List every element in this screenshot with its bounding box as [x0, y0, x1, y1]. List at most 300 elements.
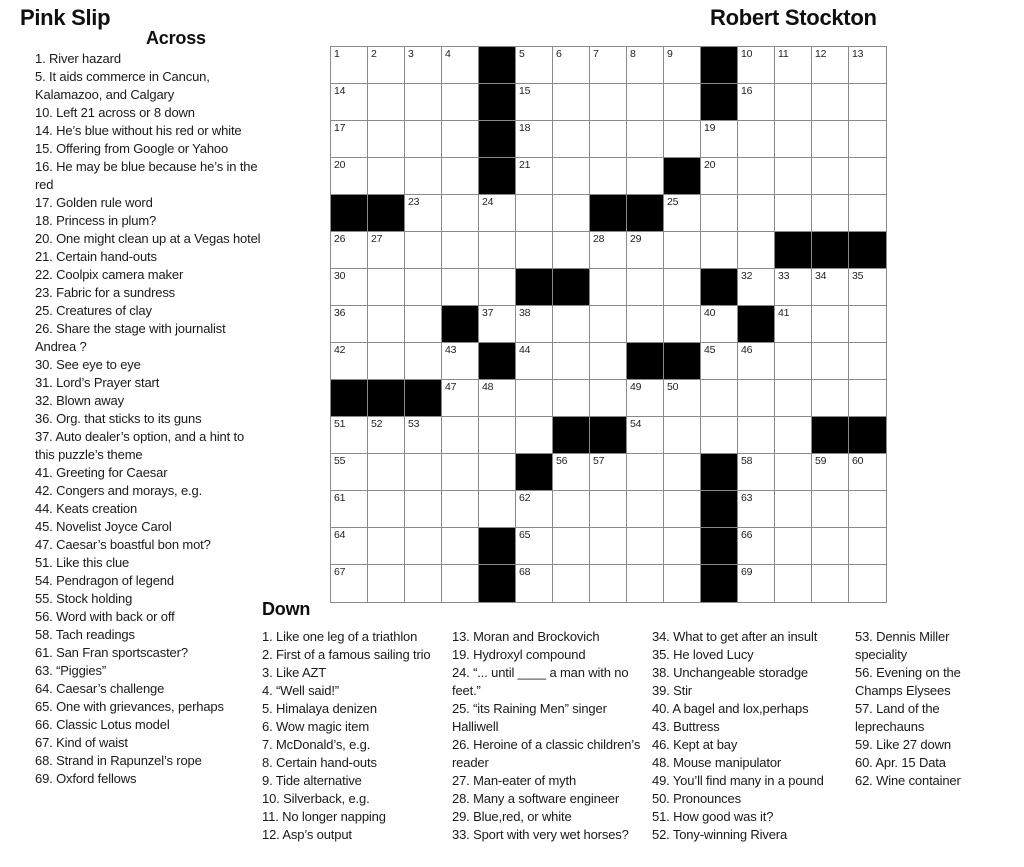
clue-item: 19. Hydroxyl compound [452, 647, 586, 662]
clue-item: 69. Oxford fellows [35, 771, 137, 786]
cell-number: 38 [519, 307, 531, 319]
grid-cell[interactable] [849, 47, 886, 84]
clue-item: 45. Novelist Joyce Carol [35, 519, 172, 534]
grid-cell[interactable] [627, 269, 664, 306]
clue-item: 29. Blue,red, or white [452, 809, 572, 824]
grid-cell[interactable] [775, 306, 812, 343]
clue-item: 60. Apr. 15 Data [855, 755, 946, 770]
grid-cell[interactable] [812, 269, 849, 306]
grid-cell[interactable] [368, 121, 405, 158]
grid-cell[interactable] [553, 343, 590, 380]
grid-cell[interactable] [553, 232, 590, 269]
grid-cell[interactable] [701, 232, 738, 269]
cell-number: 9 [667, 48, 673, 60]
cell-number: 68 [519, 566, 531, 578]
cell-number: 43 [445, 344, 457, 356]
grid-cell[interactable] [664, 491, 701, 528]
grid-cell[interactable] [553, 491, 590, 528]
grid-cell[interactable] [738, 565, 775, 602]
grid-cell[interactable] [775, 195, 812, 232]
grid-cell[interactable] [331, 528, 368, 565]
grid-cell[interactable] [516, 84, 553, 121]
grid-cell[interactable] [812, 380, 849, 417]
grid-cell[interactable] [442, 343, 479, 380]
grid-cell-black [368, 380, 405, 417]
grid-cell[interactable] [442, 565, 479, 602]
cell-number: 54 [630, 418, 642, 430]
cell-number: 41 [778, 307, 790, 319]
grid-cell[interactable] [479, 269, 516, 306]
clue-item: 38. Unchangeable storadge [652, 665, 808, 680]
grid-cell[interactable] [738, 343, 775, 380]
grid-cell[interactable] [590, 84, 627, 121]
clue-item: 52. Tony-winning Rivera [652, 827, 788, 842]
grid-cell[interactable] [331, 269, 368, 306]
grid-cell[interactable] [368, 47, 405, 84]
cell-number: 23 [408, 196, 420, 208]
grid-cell[interactable] [516, 195, 553, 232]
grid-cell-black [405, 380, 442, 417]
grid-cell[interactable] [664, 47, 701, 84]
cell-number: 56 [556, 455, 568, 467]
grid-cell[interactable] [368, 528, 405, 565]
grid-cell[interactable] [331, 84, 368, 121]
grid-cell[interactable] [479, 491, 516, 528]
cell-number: 5 [519, 48, 525, 60]
cell-number: 20 [334, 159, 346, 171]
grid-cell[interactable] [664, 454, 701, 491]
grid-cell[interactable] [738, 84, 775, 121]
grid-cell-black [553, 269, 590, 306]
grid-cell[interactable] [849, 158, 886, 195]
grid-cell[interactable] [849, 565, 886, 602]
cell-number: 1 [334, 48, 340, 60]
clue-item: 4. “Well said!” [262, 683, 339, 698]
clue-item: 13. Moran and Brockovich [452, 629, 600, 644]
grid-cell[interactable] [516, 158, 553, 195]
grid-cell[interactable] [553, 380, 590, 417]
grid-cell[interactable] [479, 417, 516, 454]
clue-item: 61. San Fran sportscaster? [35, 645, 188, 660]
grid-cell-black [701, 454, 738, 491]
grid-cell[interactable] [701, 380, 738, 417]
grid-cell[interactable] [405, 269, 442, 306]
cell-number: 16 [741, 85, 753, 97]
grid-cell[interactable] [738, 528, 775, 565]
grid-cell-black [553, 417, 590, 454]
cell-number: 52 [371, 418, 383, 430]
grid-cell[interactable] [812, 565, 849, 602]
grid-cell-black [590, 417, 627, 454]
grid-cell[interactable] [442, 158, 479, 195]
grid-cell[interactable] [368, 417, 405, 454]
clue-item: 41. Greeting for Caesar [35, 465, 168, 480]
grid-cell[interactable] [701, 417, 738, 454]
grid-cell[interactable] [516, 491, 553, 528]
grid-cell[interactable] [405, 232, 442, 269]
grid-cell[interactable] [701, 121, 738, 158]
grid-cell[interactable] [368, 84, 405, 121]
cell-number: 61 [334, 492, 346, 504]
cell-number: 18 [519, 122, 531, 134]
grid-cell[interactable] [405, 343, 442, 380]
grid-cell[interactable] [553, 84, 590, 121]
grid-cell[interactable] [738, 158, 775, 195]
clue-item: 47. Caesar’s boastful bon mot? [35, 537, 211, 552]
grid-cell[interactable] [442, 269, 479, 306]
grid-cell[interactable] [368, 232, 405, 269]
clue-item: 1. River hazard [35, 51, 121, 66]
grid-cell[interactable] [516, 47, 553, 84]
grid-cell[interactable] [331, 232, 368, 269]
grid-cell[interactable] [738, 454, 775, 491]
grid-cell[interactable] [553, 454, 590, 491]
grid-cell[interactable] [553, 565, 590, 602]
grid-cell[interactable] [664, 380, 701, 417]
grid-cell[interactable] [516, 232, 553, 269]
cell-number: 15 [519, 85, 531, 97]
clue-item: 3. Like AZT [262, 665, 327, 680]
grid-cell[interactable] [664, 565, 701, 602]
cell-number: 35 [852, 270, 864, 282]
grid-cell[interactable] [368, 306, 405, 343]
grid-cell[interactable] [405, 528, 442, 565]
grid-cell[interactable] [331, 565, 368, 602]
grid-cell-black [516, 454, 553, 491]
grid-cell[interactable] [331, 343, 368, 380]
grid-cell[interactable] [775, 417, 812, 454]
grid-cell[interactable] [516, 528, 553, 565]
grid-cell[interactable] [849, 269, 886, 306]
grid-cell[interactable] [368, 158, 405, 195]
clue-item: 59. Like 27 down [855, 737, 951, 752]
grid-cell[interactable] [405, 158, 442, 195]
clue-item: 34. What to get after an insult [652, 629, 818, 644]
grid-cell[interactable] [701, 343, 738, 380]
grid-cell[interactable] [368, 565, 405, 602]
cell-number: 33 [778, 270, 790, 282]
grid-cell-black [331, 195, 368, 232]
grid-cell[interactable] [627, 454, 664, 491]
grid-cell[interactable] [775, 343, 812, 380]
grid-cell[interactable] [738, 121, 775, 158]
clue-item: 9. Tide alternative [262, 773, 362, 788]
grid-cell[interactable] [738, 380, 775, 417]
grid-cell-black [479, 565, 516, 602]
grid-cell[interactable] [590, 47, 627, 84]
clue-item: 42. Congers and morays, e.g. [35, 483, 203, 498]
grid-cell[interactable] [812, 306, 849, 343]
cell-number: 59 [815, 455, 827, 467]
grid-cell[interactable] [553, 306, 590, 343]
grid-cell[interactable] [479, 380, 516, 417]
grid-cell[interactable] [516, 565, 553, 602]
clue-item: 51. Like this clue [35, 555, 130, 570]
grid-cell[interactable] [849, 121, 886, 158]
clue-item: 12. Asp’s output [262, 827, 352, 842]
grid-cell[interactable] [812, 528, 849, 565]
clue-item: 21. Certain hand-outs [35, 249, 157, 264]
grid-cell-black [479, 158, 516, 195]
grid-cell-black [479, 528, 516, 565]
grid-cell[interactable] [553, 195, 590, 232]
grid-cell[interactable] [442, 417, 479, 454]
grid-cell[interactable] [664, 269, 701, 306]
grid-cell[interactable] [627, 491, 664, 528]
clue-item: 26. Share the stage with journalist Andrea ? [35, 321, 226, 354]
grid-cell[interactable] [590, 158, 627, 195]
grid-cell[interactable] [516, 343, 553, 380]
grid-cell[interactable] [516, 417, 553, 454]
grid-cell[interactable] [664, 121, 701, 158]
grid-cell[interactable] [553, 158, 590, 195]
grid-cell[interactable] [442, 47, 479, 84]
grid-cell[interactable] [516, 380, 553, 417]
grid-cell[interactable] [849, 195, 886, 232]
cell-number: 3 [408, 48, 414, 60]
clue-item: 56. Evening on the Champs Elysees [855, 665, 961, 698]
grid-cell[interactable] [701, 306, 738, 343]
grid-cell[interactable] [738, 417, 775, 454]
grid-cell[interactable] [368, 269, 405, 306]
clue-item: 14. He’s blue without his red or white [35, 123, 242, 138]
grid-cell[interactable] [812, 491, 849, 528]
clue-item: 8. Certain hand-outs [262, 755, 377, 770]
grid-cell[interactable] [664, 528, 701, 565]
grid-cell-black [701, 565, 738, 602]
grid-cell[interactable] [405, 306, 442, 343]
grid-cell[interactable] [590, 380, 627, 417]
cell-number: 30 [334, 270, 346, 282]
grid-cell[interactable] [331, 306, 368, 343]
clue-item: 54. Pendragon of legend [35, 573, 174, 588]
grid-cell[interactable] [479, 195, 516, 232]
cell-number: 34 [815, 270, 827, 282]
grid-cell[interactable] [849, 306, 886, 343]
clue-item: 44. Keats creation [35, 501, 138, 516]
grid-cell[interactable] [627, 121, 664, 158]
grid-cell[interactable] [812, 121, 849, 158]
grid-cell[interactable] [368, 343, 405, 380]
clue-item: 31. Lord’s Prayer start [35, 375, 160, 390]
cell-number: 64 [334, 529, 346, 541]
grid-cell[interactable] [331, 47, 368, 84]
grid-cell[interactable] [849, 380, 886, 417]
grid-cell[interactable] [627, 528, 664, 565]
grid-cell[interactable] [775, 491, 812, 528]
grid-cell[interactable] [775, 380, 812, 417]
clue-item: 22. Coolpix camera maker [35, 267, 184, 282]
grid-cell[interactable] [849, 528, 886, 565]
across-clue-list [35, 50, 267, 788]
grid-cell-black [331, 380, 368, 417]
grid-cell[interactable] [812, 343, 849, 380]
grid-cell[interactable] [664, 306, 701, 343]
grid-cell[interactable] [738, 491, 775, 528]
clue-item: 10. Left 21 across or 8 down [35, 105, 195, 120]
grid-cell[interactable] [331, 158, 368, 195]
grid-cell[interactable] [516, 121, 553, 158]
grid-cell[interactable] [775, 269, 812, 306]
grid-cell[interactable] [442, 380, 479, 417]
grid-cell[interactable] [812, 195, 849, 232]
grid-cell[interactable] [627, 306, 664, 343]
grid-cell[interactable] [738, 232, 775, 269]
grid-cell[interactable] [590, 343, 627, 380]
cell-number: 32 [741, 270, 753, 282]
grid-cell[interactable] [442, 528, 479, 565]
grid-cell[interactable] [812, 84, 849, 121]
grid-cell[interactable] [442, 232, 479, 269]
clue-item: 17. Golden rule word [35, 195, 153, 210]
grid-cell[interactable] [331, 491, 368, 528]
grid-cell[interactable] [405, 565, 442, 602]
grid-cell[interactable] [627, 380, 664, 417]
grid-cell[interactable] [812, 47, 849, 84]
grid-cell[interactable] [849, 491, 886, 528]
grid-cell[interactable] [405, 417, 442, 454]
cell-number: 36 [334, 307, 346, 319]
clue-item: 53. Dennis Miller speciality [855, 629, 950, 662]
grid-cell[interactable] [479, 454, 516, 491]
grid-cell[interactable] [553, 47, 590, 84]
grid-cell-black [812, 417, 849, 454]
grid-cell[interactable] [405, 121, 442, 158]
grid-cell-black [368, 195, 405, 232]
grid-cell[interactable] [775, 121, 812, 158]
grid-cell[interactable] [590, 232, 627, 269]
clue-item: 35. He loved Lucy [652, 647, 754, 662]
grid-cell-black [701, 269, 738, 306]
grid-cell[interactable] [627, 84, 664, 121]
grid-cell[interactable] [849, 343, 886, 380]
clue-item: 48. Mouse manipulator [652, 755, 782, 770]
grid-cell-black [479, 121, 516, 158]
grid-cell[interactable] [775, 84, 812, 121]
grid-cell[interactable] [368, 491, 405, 528]
grid-cell[interactable] [405, 454, 442, 491]
grid-cell[interactable] [738, 47, 775, 84]
cell-number: 50 [667, 381, 679, 393]
grid-cell-black [775, 232, 812, 269]
cell-number: 13 [852, 48, 864, 60]
cell-number: 67 [334, 566, 346, 578]
grid-cell[interactable] [627, 565, 664, 602]
grid-cell[interactable] [627, 158, 664, 195]
grid-cell[interactable] [405, 84, 442, 121]
grid-cell-black [812, 232, 849, 269]
grid-cell[interactable] [738, 269, 775, 306]
grid-cell[interactable] [442, 491, 479, 528]
grid-cell-black [701, 84, 738, 121]
grid-cell[interactable] [405, 491, 442, 528]
grid-cell[interactable] [331, 454, 368, 491]
cell-number: 49 [630, 381, 642, 393]
grid-cell[interactable] [516, 306, 553, 343]
grid-cell[interactable] [849, 84, 886, 121]
clue-item: 43. Buttress [652, 719, 720, 734]
grid-cell[interactable] [664, 417, 701, 454]
grid-cell[interactable] [812, 158, 849, 195]
grid-cell[interactable] [664, 195, 701, 232]
grid-cell[interactable] [442, 195, 479, 232]
grid-cell[interactable] [368, 454, 405, 491]
grid-cell[interactable] [738, 195, 775, 232]
grid-cell[interactable] [627, 47, 664, 84]
grid-cell[interactable] [775, 528, 812, 565]
cell-number: 57 [593, 455, 605, 467]
grid-cell-black [738, 306, 775, 343]
grid-cell[interactable] [590, 491, 627, 528]
grid-cell[interactable] [553, 528, 590, 565]
grid-cell[interactable] [479, 306, 516, 343]
clue-item: 64. Caesar’s challenge [35, 681, 165, 696]
cell-number: 6 [556, 48, 562, 60]
cell-number: 47 [445, 381, 457, 393]
clue-item: 68. Strand in Rapunzel’s rope [35, 753, 202, 768]
clue-item: 39. Stir [652, 683, 692, 698]
grid-cell[interactable] [590, 269, 627, 306]
grid-cell[interactable] [590, 306, 627, 343]
down-clue-column-4 [855, 628, 995, 790]
cell-number: 29 [630, 233, 642, 245]
grid-cell[interactable] [627, 417, 664, 454]
grid-cell[interactable] [701, 158, 738, 195]
clue-item: 30. See eye to eye [35, 357, 141, 372]
grid-cell[interactable] [812, 454, 849, 491]
grid-cell[interactable] [775, 454, 812, 491]
grid-cell[interactable] [775, 47, 812, 84]
grid-cell[interactable] [405, 47, 442, 84]
clue-item: 55. Stock holding [35, 591, 133, 606]
grid-cell[interactable] [553, 121, 590, 158]
grid-cell[interactable] [701, 195, 738, 232]
grid-cell[interactable] [590, 565, 627, 602]
grid-cell[interactable] [479, 232, 516, 269]
grid-cell[interactable] [664, 232, 701, 269]
grid-cell[interactable] [331, 417, 368, 454]
clue-item: 20. One might clean up at a Vegas hotel [35, 231, 261, 246]
cell-number: 53 [408, 418, 420, 430]
grid-cell[interactable] [590, 454, 627, 491]
grid-cell[interactable] [590, 121, 627, 158]
clue-item: 63. “Piggies” [35, 663, 107, 678]
cell-number: 40 [704, 307, 716, 319]
grid-cell[interactable] [442, 121, 479, 158]
grid-cell[interactable] [775, 158, 812, 195]
grid-cell[interactable] [664, 84, 701, 121]
grid-cell[interactable] [442, 454, 479, 491]
clue-item: 33. Sport with very wet horses? [452, 827, 629, 842]
grid-cell[interactable] [775, 565, 812, 602]
grid-cell-black [664, 158, 701, 195]
cell-number: 7 [593, 48, 599, 60]
grid-cell[interactable] [627, 232, 664, 269]
grid-cell[interactable] [590, 528, 627, 565]
grid-cell[interactable] [849, 454, 886, 491]
grid-cell[interactable] [331, 121, 368, 158]
clue-item: 40. A bagel and lox,perhaps [652, 701, 809, 716]
cell-number: 27 [371, 233, 383, 245]
grid-cell-black [479, 343, 516, 380]
grid-cell[interactable] [405, 195, 442, 232]
cell-number: 21 [519, 159, 531, 171]
cell-number: 69 [741, 566, 753, 578]
cell-number: 65 [519, 529, 531, 541]
grid-cell-black [849, 417, 886, 454]
cell-number: 45 [704, 344, 716, 356]
grid-cell[interactable] [442, 84, 479, 121]
